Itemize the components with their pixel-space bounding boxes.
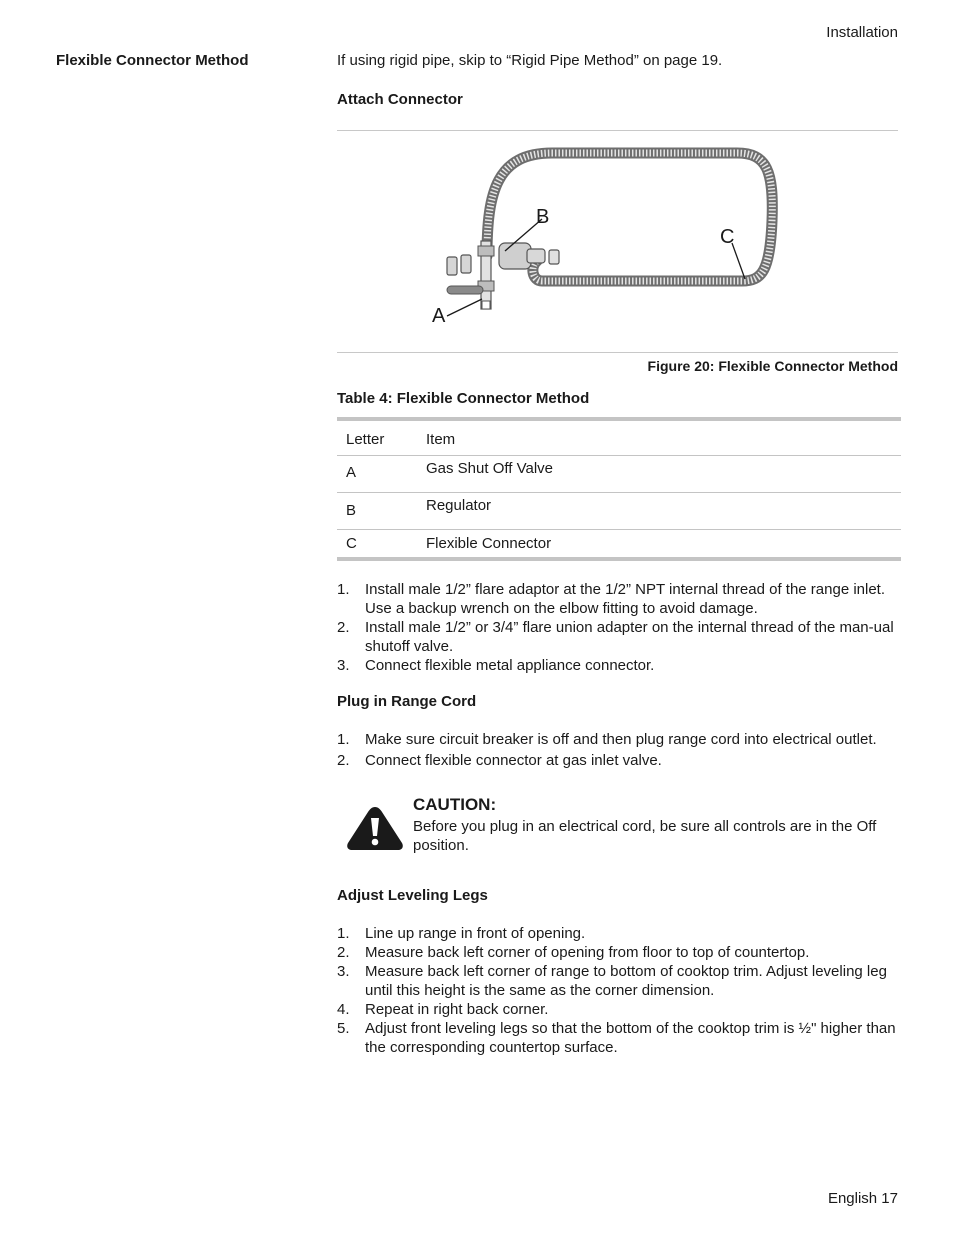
plug-heading: Plug in Range Cord	[337, 693, 477, 710]
pipe-nut-upper	[478, 246, 494, 256]
regulator-body	[499, 243, 531, 269]
table-row	[337, 492, 901, 529]
step-text: Install male 1/2” flare adaptor at the 1/2” NPT internal thread of the range inlet. Use a backup wrench on the elbow fitting to avoid damage.	[365, 581, 886, 617]
valve-handle	[447, 286, 483, 294]
step-number: 2.	[337, 752, 350, 769]
caution-body: Before you plug in an electrical cord, be sure all controls are in the Off position.	[413, 818, 877, 854]
table-row	[337, 455, 901, 492]
step-text: Line up range in front of opening.	[365, 925, 586, 942]
hose-fitting	[549, 250, 559, 264]
list-item	[337, 730, 901, 749]
table-row	[337, 529, 901, 559]
connector-illustration	[337, 131, 898, 352]
callout-b: B	[536, 206, 550, 228]
row-letter: C	[346, 534, 357, 552]
step-number: 2.	[337, 619, 350, 636]
step-text: Measure back left corner of opening from floor to top of countertop.	[365, 944, 810, 961]
figure-bottom-rule	[337, 352, 898, 353]
figure-caption: Figure 20: Flexible Connector Method	[647, 358, 898, 374]
attach-steps-list	[337, 580, 901, 675]
step-number: 1.	[337, 581, 350, 598]
row-item: Regulator	[417, 492, 901, 529]
warning-triangle-icon	[345, 805, 405, 851]
step-text: Measure back left corner of range to bottom of cooktop trim. Adjust leveling leg until this height is the same as the corner dimension.	[365, 963, 887, 999]
step-number: 4.	[337, 1001, 350, 1018]
list-item	[337, 751, 901, 770]
caution-title: CAUTION:	[413, 795, 497, 814]
step-number: 3.	[337, 963, 350, 980]
step-text: Install male 1/2” or 3/4” flare union adapter on the internal thread of the man-ual shutoff valve.	[365, 619, 894, 655]
legs-steps-list	[337, 924, 901, 1057]
step-text: Make sure circuit breaker is off and then plug range cord into electrical outlet.	[365, 731, 877, 748]
row-letter: B	[337, 492, 417, 529]
list-item	[337, 1000, 901, 1019]
header-letter: Letter	[337, 419, 417, 455]
row-letter: A	[337, 455, 417, 492]
flexible-connector-figure	[337, 131, 898, 352]
intro-text: If using rigid pipe, skip to “Rigid Pipe Method” on page 19.	[337, 52, 723, 69]
list-item	[337, 1019, 901, 1057]
attach-connector-heading: Attach Connector	[337, 91, 463, 108]
step-number: 3.	[337, 657, 350, 674]
step-number: 1.	[337, 925, 350, 942]
callout-c: C	[720, 226, 735, 248]
inlet-fitting-2	[461, 255, 471, 273]
leader-line-a	[447, 299, 482, 316]
page-footer: English 17	[827, 1190, 898, 1207]
step-text: Repeat in right back corner.	[365, 1001, 549, 1018]
leader-line-c	[732, 243, 745, 279]
step-number: 5.	[337, 1020, 350, 1037]
inlet-fitting-1	[447, 257, 457, 275]
list-item	[337, 618, 901, 656]
list-item	[337, 962, 901, 1000]
list-item	[337, 924, 901, 943]
leveling-legs-heading: Adjust Leveling Legs	[337, 887, 488, 904]
step-text: Connect flexible connector at gas inlet valve.	[365, 752, 662, 769]
list-item	[337, 943, 901, 962]
step-text: Adjust front leveling legs so that the bottom of the cooktop trim is ½" higher than the corresponding countertop surface.	[365, 1020, 896, 1056]
row-item: Gas Shut Off Valve	[417, 455, 901, 492]
pipe-end	[482, 301, 490, 309]
section-heading: Flexible Connector Method	[56, 52, 249, 69]
callout-a: A	[432, 305, 446, 327]
items-table	[337, 417, 901, 561]
plug-steps-list	[337, 730, 901, 770]
table-title: Table 4: Flexible Connector Method	[337, 390, 590, 407]
step-number: 2.	[337, 944, 350, 961]
running-header: Installation	[826, 24, 898, 41]
row-item: Flexible Connector	[426, 534, 552, 552]
header-item: Item	[417, 419, 901, 455]
list-item	[337, 656, 901, 675]
step-text: Connect flexible metal appliance connector.	[365, 657, 655, 674]
list-item	[337, 580, 901, 618]
step-number: 1.	[337, 731, 350, 748]
regulator-outlet	[527, 249, 545, 263]
table-header-row	[337, 419, 901, 455]
